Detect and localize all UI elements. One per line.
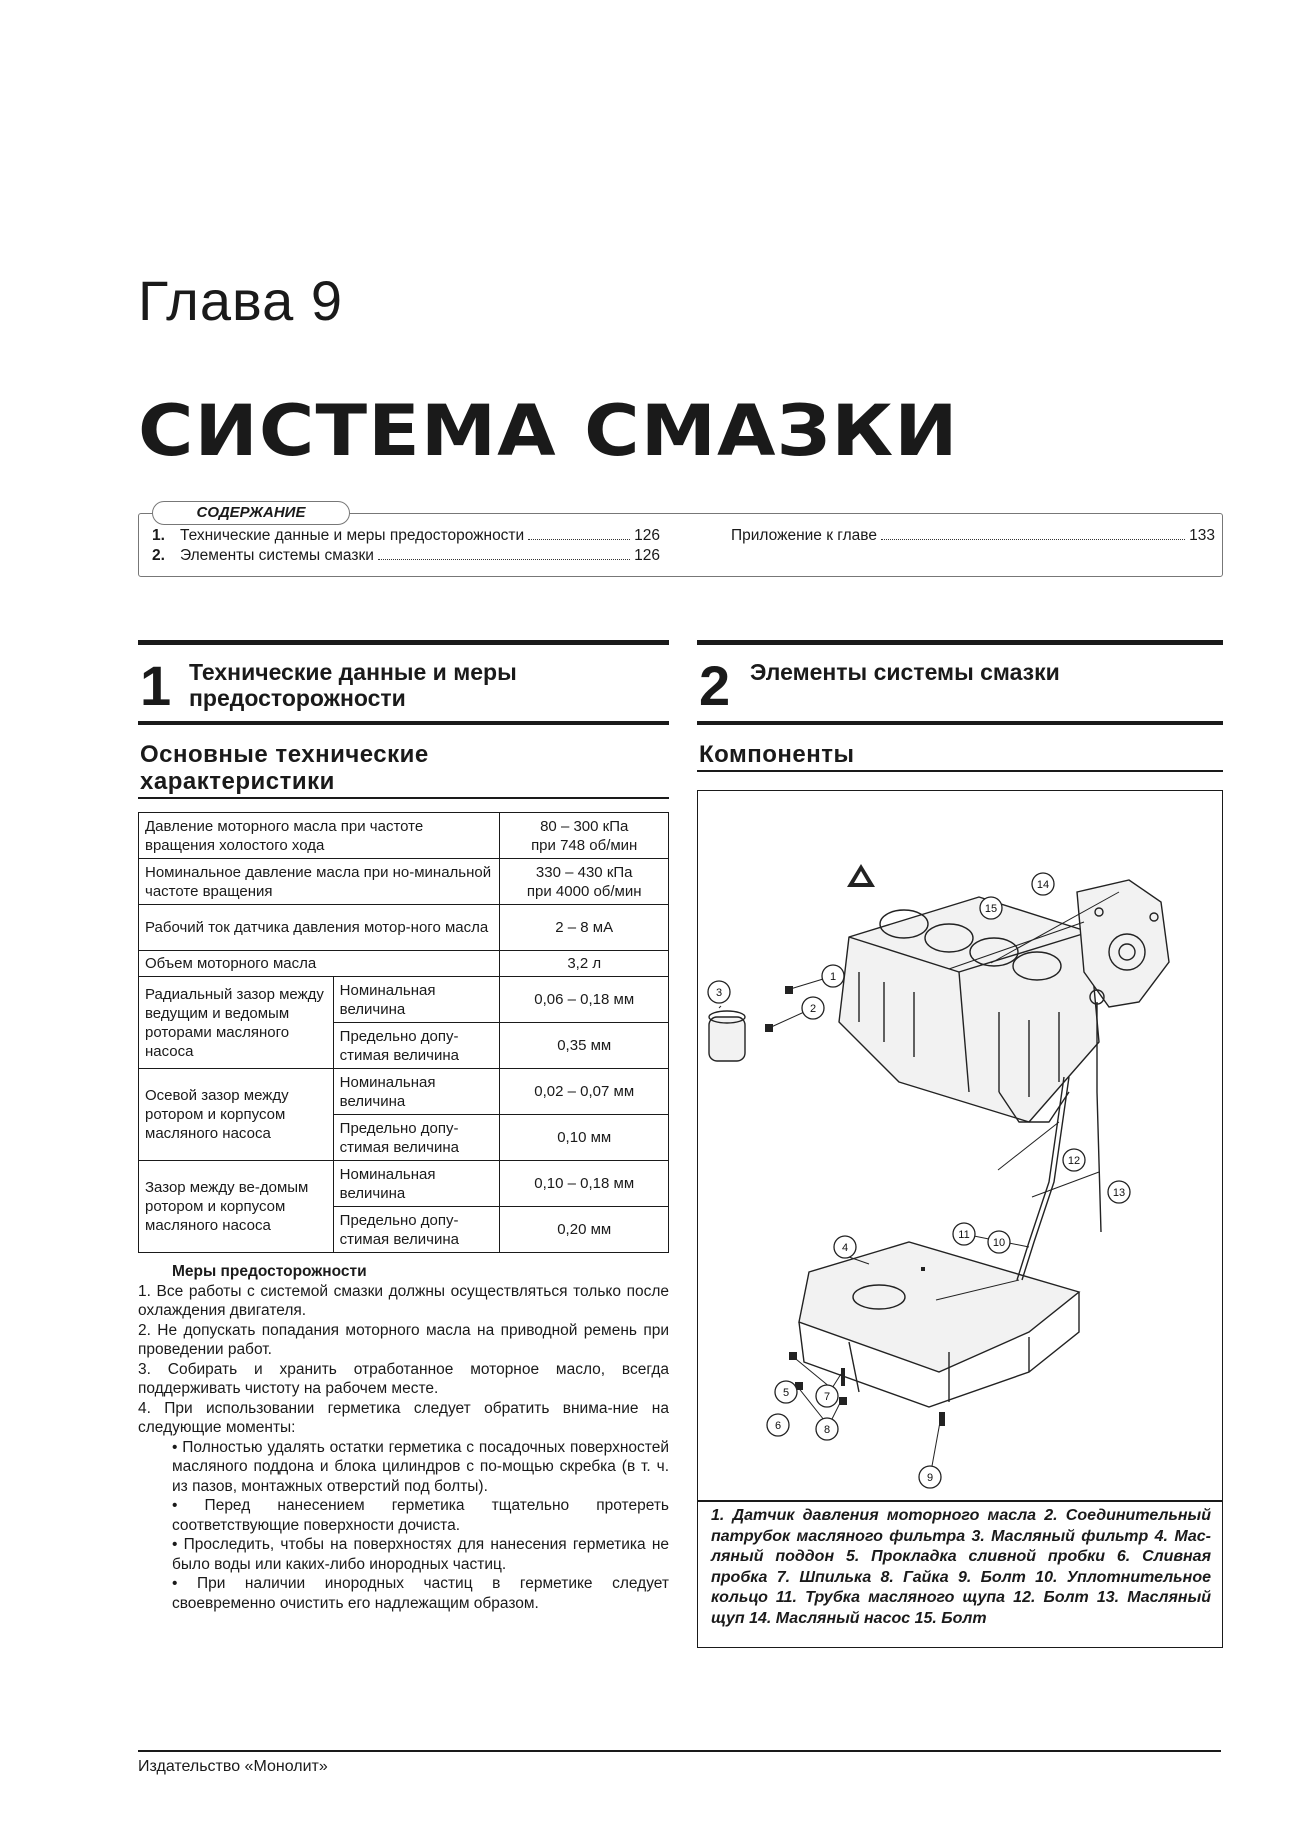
toc-item-2[interactable] [152,547,660,565]
oil-filter-drawing [709,1011,745,1061]
table-cell-label: Радиальный зазор между ведущим и ведомым роторами масляного насоса [139,977,334,1069]
section-1-subheading-line-1: Основные технические [140,741,429,768]
svg-text:6: 6 [774,1420,782,1432]
callout-11 [953,1223,975,1245]
svg-text:5: 5 [782,1387,790,1399]
precaution-item-4: 4. При использовании герметика следует обратить внима-ние на следующие моменты: [138,1399,669,1436]
table-cell-sublabel: Номинальная величина [333,977,500,1023]
callout-5 [775,1381,797,1403]
section-2-subheading-rule [697,770,1223,772]
table-cell-value: 0,10 – 0,18 мм [500,1161,669,1207]
table-row [139,813,669,859]
precautions-heading: Меры предосторожности [172,1263,367,1280]
precaution-bullet-3: • Проследить, чтобы на поверхностях для нанесения герметика не было воды или каких-либо инородных частиц. [172,1536,669,1573]
svg-text:14: 14 [1036,879,1050,891]
table-row [139,951,669,977]
callout-1 [822,965,844,987]
table-cell-value: 330 – 430 кПа при 4000 об/мин [500,859,669,905]
svg-text:15: 15 [984,903,998,915]
svg-text:3: 3 [715,987,723,999]
section-2-bottom-rule [697,721,1223,725]
table-cell-value: 3,2 л [500,951,669,977]
table-cell-sublabel: Предельно допу-стимая величина [333,1115,500,1161]
section-1-title-line-2: предосторожности [189,685,406,711]
section-1-bottom-rule [138,721,669,725]
precaution-bullet-1: • Полностью удалять остатки герметика с посадочных поверхностей масляного поддона и блока цилиндров с по-мощью скребка (в т. ч. из пазов, монтажных отверстий под болты). [172,1438,669,1495]
table-row [139,1161,669,1207]
table-cell-label: Объем моторного масла [139,951,500,977]
section-1-subheading-line-2: характеристики [140,768,335,795]
figure-caption: 1. Датчик давления моторного масла 2. Соединительный патрубок масляного фильтра 3. Масляный фильтр 4. Мас-ляный поддон 5. Прокладка сливной пробки 6. Сливная пробка 7. Шпилька 8. Гайка 9. Болт 10. Уплотнительное кольцо 11. Трубка масляного щупа 12. Болт 13. Масляный щуп 14. Масляный насос 15. Болт [711,1507,1211,1627]
section-2-number: 2 [699,654,731,717]
table-cell-sublabel: Номинальная величина [333,1161,500,1207]
table-cell-value: 0,06 – 0,18 мм [500,977,669,1023]
callout-7 [816,1385,838,1407]
svg-text:7: 7 [823,1391,831,1403]
lubrication-components-diagram [699,792,1221,1498]
precaution-item-1: 1. Все работы с системой смазки должны осуществляться только после охлаждения двигателя. [138,1282,669,1319]
table-row [139,905,669,951]
table-cell-sublabel: Предельно допу-стимая величина [333,1207,500,1253]
table-cell-label: Зазор между ве-домым ротором и корпусом масляного насоса [139,1161,334,1253]
precaution-bullet-2: • Перед нанесением герметика тщательно протереть соответствующие поверхности дочиста. [172,1497,669,1534]
table-cell-sublabel: Номинальная величина [333,1069,500,1115]
callout-10 [988,1231,1010,1253]
section-2-subheading: Компоненты [699,741,855,768]
table-cell-label: Номинальное давление масла при но-минальной частоте вращения [139,859,500,905]
table-cell-label: Осевой зазор между ротором и корпусом масляного насоса [139,1069,334,1161]
table-cell-value: 80 – 300 кПа при 748 об/мин [500,813,669,859]
table-row [139,977,669,1023]
chapter-title: СИСТЕМА СМАЗКИ [138,390,959,472]
svg-text:13: 13 [1112,1187,1126,1199]
table-cell-value: 0,10 мм [500,1115,669,1161]
footer-publisher: Издательство «Монолит» [138,1758,328,1775]
callout-14 [1032,873,1054,895]
toc-item-text: Технические данные и меры предосторожности [180,527,525,544]
spec-table [138,812,669,1253]
callout-15 [980,897,1002,919]
table-row [139,1069,669,1115]
table-cell-value: 0,20 мм [500,1207,669,1253]
table-cell-label: Давление моторного масла при частоте вращения холостого хода [139,813,500,859]
table-cell-value: 0,35 мм [500,1023,669,1069]
callout-6 [767,1414,789,1436]
precaution-bullet-4: • При наличии инородных частиц в герметике следует своевременно очистить его надлежащим образом. [172,1575,669,1612]
callout-4 [834,1236,856,1258]
svg-text:12: 12 [1067,1155,1081,1167]
precautions-block [138,1262,669,1613]
svg-text:10: 10 [992,1237,1006,1249]
precaution-item-2: 2. Не допускать попадания моторного масла на приводной ремень при проведении работ. [138,1321,669,1358]
section-1-title-line-1: Технические данные и меры [189,659,517,685]
svg-text:11: 11 [958,1229,970,1241]
table-cell-value: 0,02 – 0,07 мм [500,1069,669,1115]
svg-text:9: 9 [926,1472,934,1484]
footer-rule [138,1750,1221,1752]
table-cell-label: Рабочий ток датчика давления мотор-ного масла [139,905,500,951]
toc-item-page: 126 [634,527,660,544]
section-2-top-rule [697,640,1223,645]
toc-leader [881,539,1185,540]
table-row [139,859,669,905]
toc-heading: СОДЕРЖАНИЕ [152,501,350,525]
toc-item-text: Элементы системы смазки [180,547,374,564]
svg-text:4: 4 [841,1242,849,1254]
toc-item-number: 2. [152,547,165,564]
section-1-top-rule [138,640,669,645]
callout-9 [919,1466,941,1488]
table-cell-value: 2 – 8 мА [500,905,669,951]
table-cell-sublabel: Предельно допу-стимая величина [333,1023,500,1069]
toc-item-number: 1. [152,527,165,544]
toc-item-text: Приложение к главе [731,527,877,544]
svg-text:8: 8 [823,1424,831,1436]
callout-8 [816,1418,838,1440]
toc-item-appendix[interactable] [731,527,1215,545]
callout-12 [1063,1149,1085,1171]
section-1-number: 1 [140,654,172,717]
callout-2 [802,997,824,1019]
chapter-label: Глава 9 [138,269,343,332]
toc-leader [378,559,630,560]
toc-item-page: 126 [634,547,660,564]
svg-text:2: 2 [809,1003,817,1015]
svg-text:1: 1 [829,971,837,983]
callout-3 [708,981,730,1003]
toc-item-1[interactable] [152,527,660,545]
warning-triangle-icon [847,864,875,887]
toc-leader [528,539,630,540]
callout-13 [1108,1181,1130,1203]
figure-caption-separator [697,1500,1223,1502]
precaution-item-3: 3. Собирать и хранить отработанное моторное масло, всегда поддерживать чистоту на рабочем месте. [138,1360,669,1397]
section-1-subheading-rule [138,797,669,799]
toc-item-page: 133 [1189,527,1215,544]
section-2-title: Элементы системы смазки [750,659,1060,685]
